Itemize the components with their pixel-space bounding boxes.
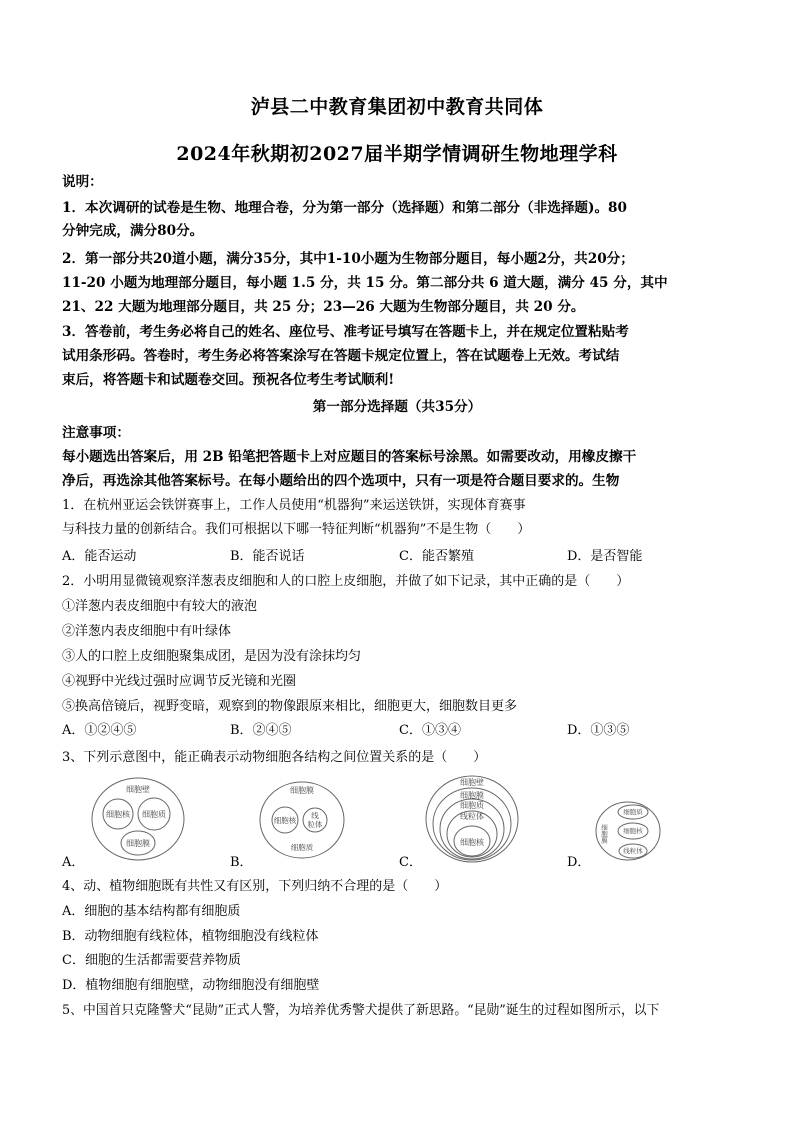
instructions-heading: 说明： <box>62 174 103 190</box>
instructions-line: 11-20 小题为地理部分题目，每小题 1.5 分，共 15 分。第二部分共 6 道大题，满分 45 分，其中 <box>62 275 668 291</box>
q4-stem: 4、动、植物细胞既有共性又有区别，下列归纳不合理的是（ ） <box>62 879 448 894</box>
q3-figure-d <box>594 800 662 862</box>
figb-outer-label: 细胞膜 <box>290 786 314 795</box>
instructions-line: 试用条形码。答卷时，考生务必将答案涂写在答题卡规定位置上，答在试题卷上无效。考试结 <box>62 348 620 364</box>
figa-outer-label: 细胞壁 <box>126 785 150 794</box>
instructions-line: 1．本次调研的试卷是生物、地理合卷，分为第一部分（选择题）和第二部分（非选择题)。80 <box>62 200 627 216</box>
q3-figure-b <box>258 780 346 860</box>
q3-figure-c <box>424 774 520 864</box>
q4-option-d: D．植物细胞有细胞壁，动物细胞没有细胞壁 <box>62 978 320 993</box>
figb-label: 线 <box>311 811 319 820</box>
figd-label: 细胞质 <box>623 808 643 816</box>
q2-option-d: D．①③⑤ <box>567 723 630 738</box>
instructions-line: 分钟完成，满分80分。 <box>62 223 204 239</box>
figc-ring-label: 细胞质 <box>460 801 484 810</box>
figb-label: 粒体 <box>307 820 323 829</box>
figd-label: 线粒体 <box>623 847 643 855</box>
figa-label: 细胞质 <box>142 810 166 819</box>
q3-figure-a <box>90 776 186 862</box>
figa-label: 细胞膜 <box>126 839 150 848</box>
q3-option-b: B． <box>230 855 253 870</box>
q2-statement: ⑤换高倍镜后，视野变暗，观察到的物像跟原来相比，细胞更大，细胞数目更多 <box>62 699 518 714</box>
q3-option-a: A． <box>62 855 85 870</box>
q2-option-a: A．①②④⑤ <box>62 723 137 738</box>
q3-stem: 3、下列示意图中，能正确表示动物细胞各结构之间位置关系的是（ ） <box>62 750 487 765</box>
q1-stem-line: 与科技力量的创新结合。我们可根据以下哪一特征判断“机器狗”不是生物（ ） <box>62 522 531 537</box>
q1-option-d: D．是否智能 <box>567 549 643 564</box>
instructions-line: 束后，将答题卡和试题卷交回。预祝各位考生考试顺利! <box>62 372 395 388</box>
figd-label: 细胞核 <box>623 827 643 835</box>
q5-stem: 5、中国首只克隆警犬“昆勋”正式人警，为培养优秀警犬提供了新思路。“昆勋”诞生的过程如图所示，以下 <box>62 1003 660 1018</box>
figb-label: 细胞质 <box>290 843 314 852</box>
q2-statement: ①洋葱内表皮细胞中有较大的液泡 <box>62 599 258 614</box>
figc-ring-label: 细胞核 <box>460 838 484 847</box>
figb-label: 细胞核 <box>273 816 297 825</box>
q3-option-c: C． <box>399 855 422 870</box>
q3-option-d: D． <box>567 855 591 870</box>
q1-stem-line: 1．在杭州亚运会铁饼赛事上，工作人员使用“机器狗”来运送铁饼，实现体育赛事 <box>62 498 526 513</box>
q2-statement: ②洋葱内表皮细胞中有叶绿体 <box>62 624 232 639</box>
figc-ring-label: 细胞膜 <box>460 791 484 800</box>
notice-line: 每小题选出答案后，用 2B 铅笔把答题卡上对应题目的答案标号涂黑。如需要改动，用橡皮擦干 <box>62 449 637 465</box>
q4-option-c: C．细胞的生活都需要营养物质 <box>62 953 241 968</box>
figd-outer-label: 细胞膜 <box>600 824 608 844</box>
q1-option-c: C．能否繁殖 <box>399 549 474 564</box>
instructions-line: 2．第一部分共20道小题，满分35分，其中1-10小题为生物部分题目，每小题2分，共20分； <box>62 251 634 267</box>
q1-option-a: A．能否运动 <box>62 549 137 564</box>
q2-option-b: B．②④⑤ <box>230 723 292 738</box>
q2-statement: ④视野中光线过强时应调节反光镜和光圈 <box>62 674 297 689</box>
q1-option-b: B．能否说话 <box>230 549 305 564</box>
q4-option-b: B．动物细胞有线粒体，植物细胞没有线粒体 <box>62 929 319 944</box>
q2-statement: ③人的口腔上皮细胞聚集成团，是因为没有涂抹均匀 <box>62 649 362 664</box>
exam-title-school: 泸县二中教育集团初中教育共同体 <box>250 96 544 118</box>
part1-heading: 第一部分选择题（共35分） <box>312 399 482 415</box>
q2-option-c: C．①③④ <box>399 723 461 738</box>
figa-label: 细胞核 <box>106 810 130 819</box>
notice-heading: 注意事项： <box>62 425 130 441</box>
instructions-line: 21、22 大题为地理部分题目，共 25 分；23—26 大题为生物部分题目，共 20 分。 <box>62 299 585 315</box>
instructions-line: 3．答卷前，考生务必将自己的姓名、座位号、准考证号填写在答题卡上，并在规定位置粘贴考 <box>62 324 629 340</box>
q4-option-a: A．细胞的基本结构都有细胞质 <box>62 904 241 919</box>
notice-line: 净后，再选涂其他答案标号。在每小题给出的四个选项中，只有一项是符合题目要求的。生物 <box>62 473 620 489</box>
figc-ring-label: 线粒体 <box>460 812 484 821</box>
figc-ring-label: 细胞壁 <box>460 778 484 787</box>
q2-stem: 2．小明用显微镜观察洋葱表皮细胞和人的口腔上皮细胞，并做了如下记录，其中正确的是（ ） <box>62 574 630 589</box>
exam-title-subject: 2024年秋期初2027届半期学情调研生物地理学科 <box>176 143 618 165</box>
